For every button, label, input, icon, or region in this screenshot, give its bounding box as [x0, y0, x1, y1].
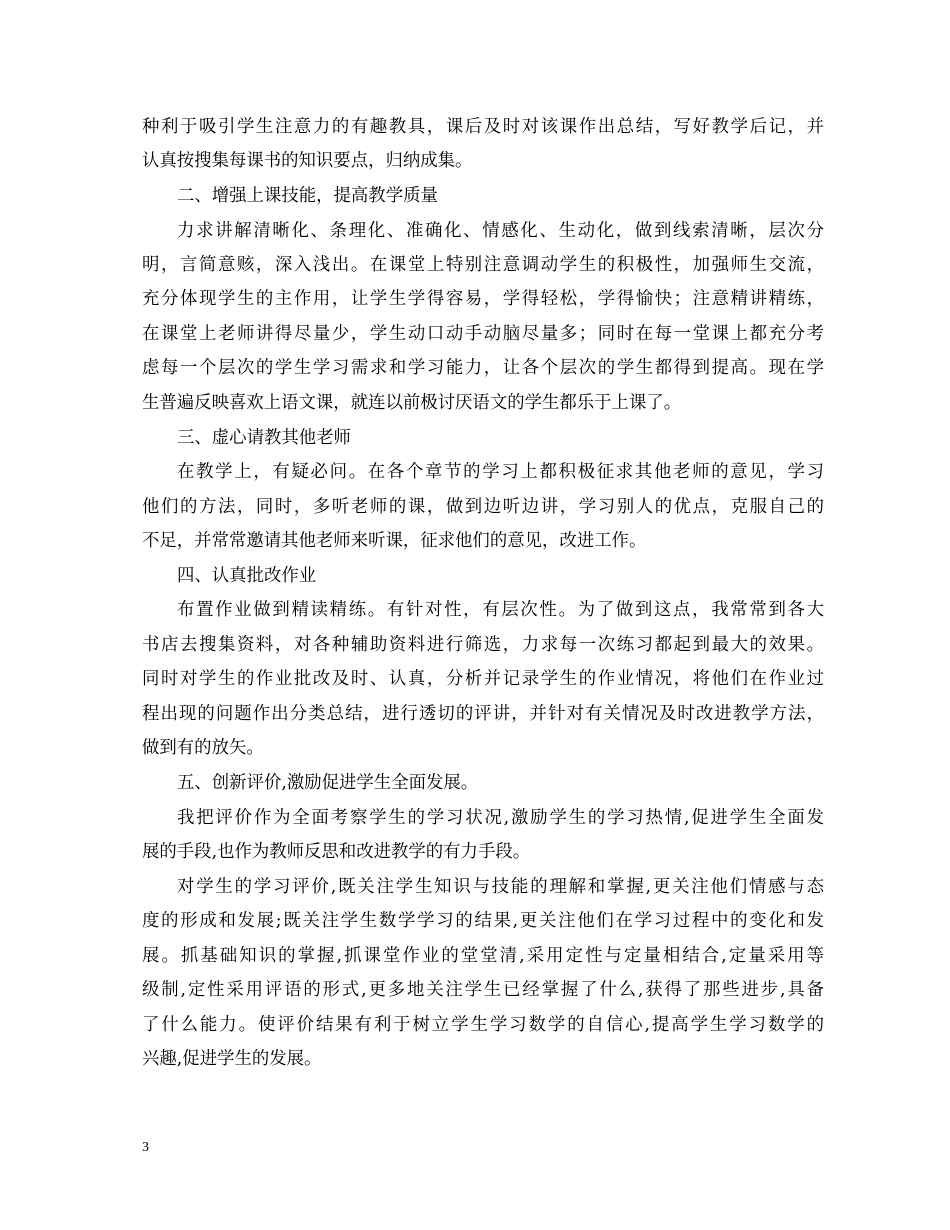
text-line: 他们的方法，同时，多听老师的课，做到边听边讲，学习别人的优点，克服自己的 — [142, 497, 824, 517]
text-line: 对学生的学习评价,既关注学生知识与技能的理解和掌握,更关注他们情感与态 — [177, 877, 824, 897]
text-line: 力求讲解清晰化、条理化、准确化、情感化、生动化，做到线索清晰，层次分 — [177, 221, 824, 241]
text-line: 布置作业做到精读精练。有针对性，有层次性。为了做到这点，我常常到各大 — [177, 600, 824, 620]
text-line: 明，言简意赅，深入浅出。在课堂上特别注意调动学生的积极性，加强师生交流， — [142, 255, 824, 275]
text-line: 度的形成和发展;既关注学生数学学习的结果,更关注他们在学习过程中的变化和发 — [142, 911, 824, 931]
text-line: 做到有的放矢。 — [142, 738, 264, 758]
text-line: 五、创新评价,激励促进学生全面发展。 — [177, 773, 479, 793]
text-line: 在课堂上老师讲得尽量少，学生动口动手动脑尽量多；同时在每一堂课上都充分考 — [142, 324, 824, 344]
text-line: 程出现的问题作出分类总结，进行透切的评讲，并针对有关情况及时改进教学方法， — [142, 704, 824, 724]
text-line: 种利于吸引学生注意力的有趣教具，课后及时对该课作出总结，写好教学后记，并 — [142, 117, 824, 137]
text-line: 生普遍反映喜欢上语文课，就连以前极讨厌语文的学生都乐于上课了。 — [142, 393, 682, 413]
text-line: 四、认真批改作业 — [177, 566, 317, 586]
text-line: 兴趣,促进学生的发展。 — [142, 1049, 322, 1069]
text-line: 虑每一个层次的学生学习需求和学习能力，让各个层次的学生都得到提高。现在学 — [142, 358, 824, 378]
text-line: 在教学上，有疑必问。在各个章节的学习上都积极征求其他老师的意见，学习 — [177, 462, 824, 482]
text-line: 不足，并常常邀请其他老师来听课，征求他们的意见，改进工作。 — [142, 531, 647, 551]
text-line: 充分体现学生的主作用，让学生学得容易，学得轻松，学得愉快；注意精讲精练， — [142, 289, 824, 309]
text-line: 我把评价作为全面考察学生的学习状况,激励学生的学习热情,促进学生全面发 — [177, 808, 824, 828]
text-line: 认真按搜集每课书的知识要点，归纳成集。 — [142, 151, 473, 171]
text-line: 了什么能力。使评价结果有利于树立学生学习数学的自信心,提高学生学习数学的 — [142, 1015, 824, 1035]
text-line: 同时对学生的作业批改及时、认真，分析并记录学生的作业情况，将他们在作业过 — [142, 669, 824, 689]
text-line: 级制,定性采用评语的形式,更多地关注学生已经掌握了什么,获得了那些进步,具备 — [142, 980, 824, 1000]
text-line: 书店去搜集资料，对各种辅助资料进行筛选，力求每一次练习都起到最大的效果。 — [142, 635, 824, 655]
text-line: 展。抓基础知识的掌握,抓课堂作业的堂堂清,采用定性与定量相结合,定量采用等 — [142, 946, 824, 966]
page-number: 3 — [142, 1140, 149, 1155]
text-line: 三、虚心请教其他老师 — [177, 428, 351, 448]
text-line: 二、增强上课技能，提高教学质量 — [177, 186, 438, 206]
text-line: 展的手段,也作为教师反思和改进教学的有力手段。 — [142, 842, 531, 862]
